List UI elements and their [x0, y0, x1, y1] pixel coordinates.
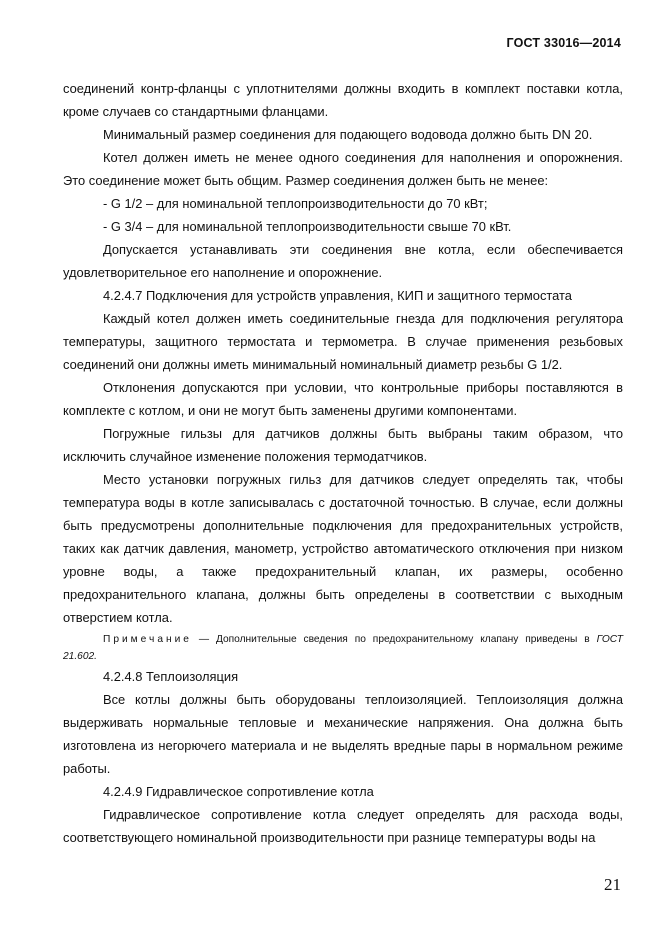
note-label: Примечание [103, 634, 192, 645]
standard-header: ГОСТ 33016—2014 [506, 36, 621, 50]
paragraph: Котел должен иметь не менее одного соединения для наполнения и опорожнения. Это соединение может быть общим. Размер соединения должен быть не менее: [63, 150, 623, 188]
note-text: — Дополнительные сведения по предохранительному клапану приведены в [191, 634, 597, 645]
paragraph: Все котлы должны быть оборудованы теплоизоляцией. Теплоизоляция должна выдерживать нормальные тепловые и механические напряжения. Она должна быть изготовлена из негорючего материала и не выделять вредные пары в нормальном режиме работы. [63, 692, 623, 776]
section-heading: 4.2.4.9 Гидравлическое сопротивление котла [103, 784, 374, 799]
paragraph: Отклонения допускаются при условии, что контрольные приборы поставляются в комплекте с котлом, и они не могут быть заменены другими компонентами. [63, 380, 623, 418]
paragraph: Допускается устанавливать эти соединения вне котла, если обеспечивается удовлетворительное его наполнение и опорожнение. [63, 242, 623, 280]
paragraph: Погружные гильзы для датчиков должны быть выбраны таким образом, что исключить случайное изменение положения термодатчиков. [63, 426, 623, 464]
paragraph: соединений контр-фланцы с уплотнителями должны входить в комплект поставки котла, кроме случаев со стандартными фланцами. [63, 81, 623, 119]
paragraph: Каждый котел должен иметь соединительные гнезда для подключения регулятора температуры, защитного термостата и термометра. В случае применения резьбовых соединений они должны иметь минимальный номинальный диаметр резьбы G 1/2. [63, 311, 623, 372]
section-heading: 4.2.4.8 Теплоизоляция [103, 669, 239, 684]
list-item: - G 3/4 – для номинальной теплопроизводительности свыше 70 кВт. [103, 219, 512, 234]
paragraph: Место установки погружных гильз для датчиков следует определять так, чтобы температура воды в котле записывалась с достаточной точностью. В случае, если должны быть предусмотрены дополнительные подключения для предохранительных устройств, таких как датчик давления, манометр, устройство автоматического отключения при низком уровне воды, а также предохранительный клапан, их размеры, особенно предохранительного клапана, должны быть определены в соответствии с выходным отверстием котла. [63, 472, 623, 625]
paragraph: Минимальный размер соединения для подающего водовода должно быть DN 20. [103, 127, 593, 142]
note [63, 631, 623, 665]
paragraph: Гидравлическое сопротивление котла следует определять для расхода воды, соответствующего номинальной производительности при разнице температуры воды на [63, 807, 623, 845]
section-heading: 4.2.4.7 Подключения для устройств управления, КИП и защитного термостата [103, 288, 572, 303]
document-body [63, 77, 623, 849]
page-number: 21 [604, 875, 621, 894]
list-item: - G 1/2 – для номинальной теплопроизводительности до 70 кВт; [103, 196, 488, 211]
note-reference: ГОСТ 21.602. [63, 634, 623, 662]
